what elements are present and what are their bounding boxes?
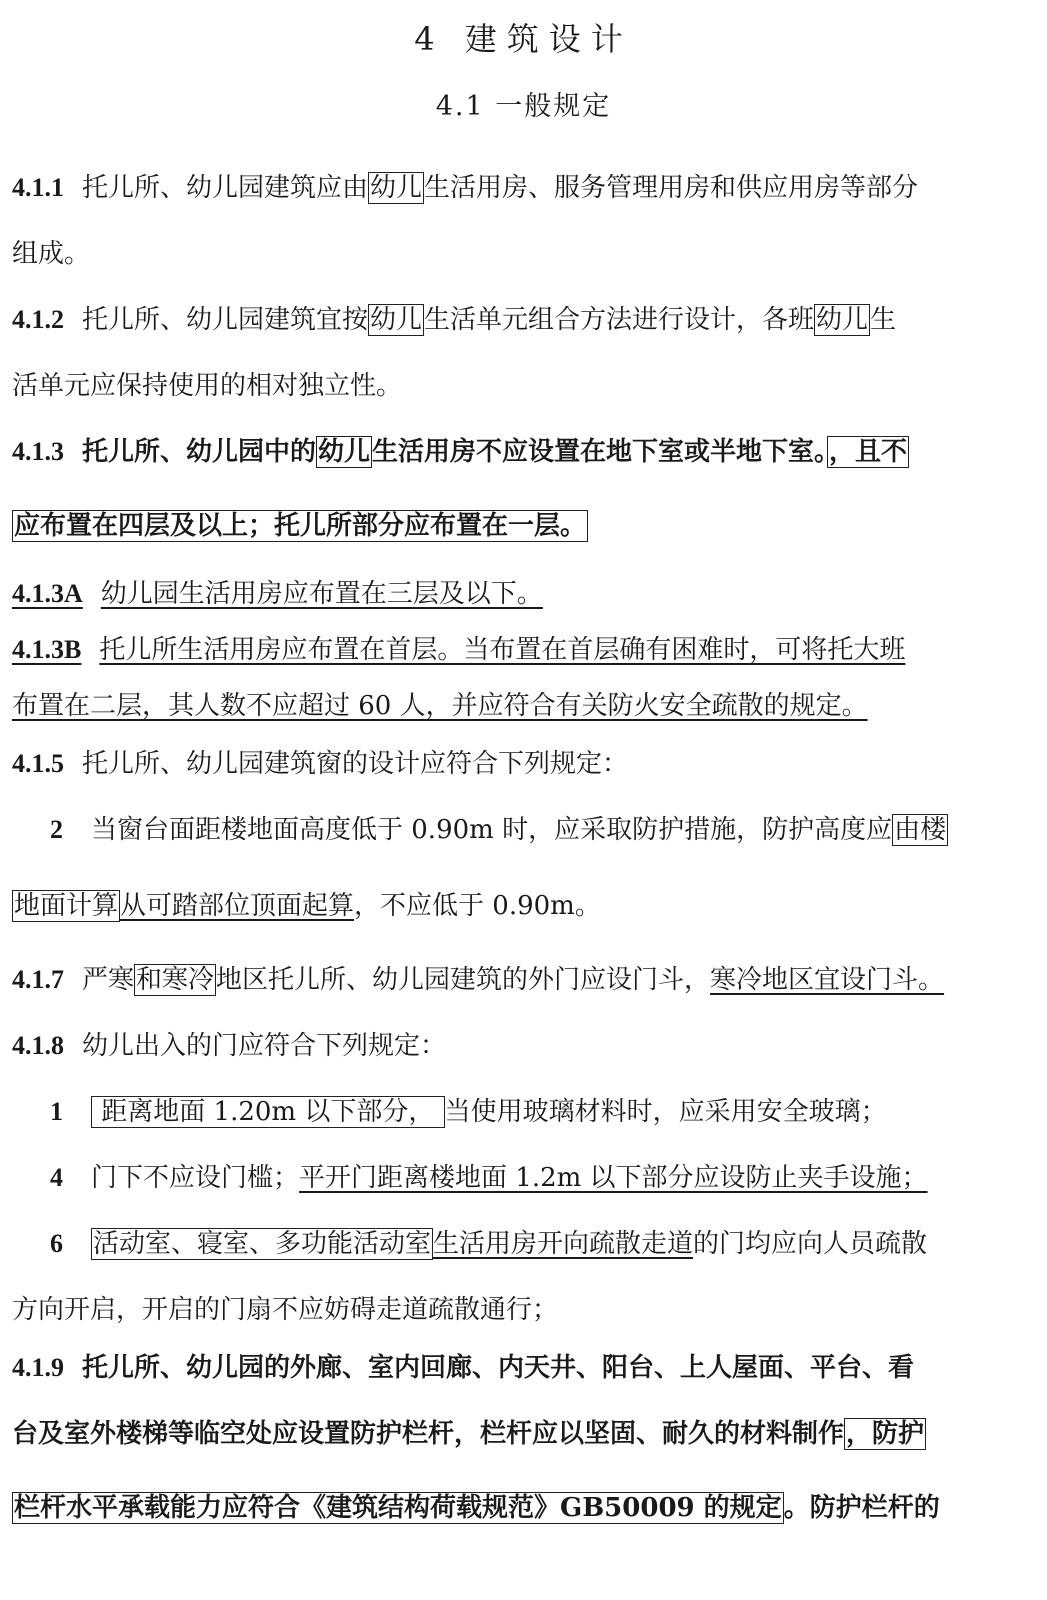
clause-4-1-5-item-2 (50, 810, 948, 850)
clause-4-1-8-item-4 (50, 1158, 928, 1198)
clause-4-1-3b-cont (12, 686, 868, 726)
clause-text: 布置在二层，其人数不应超过 60 人，并应符合有关防火安全疏散的规定。 (12, 691, 868, 721)
boxed-text: 应布置在四层及以上；托儿所部分应布置在一层。 (14, 511, 587, 541)
clause-text: 幼儿出入的门应符合下列规定： (82, 1031, 447, 1061)
clause-text: 生活用房、服务管理用房和供应用房等部分 (424, 173, 919, 203)
clause-4-1-8-item-6 (50, 1224, 927, 1264)
clause-text: 门下不应设门槛； (91, 1163, 300, 1193)
boxed-text: 地面计算 (14, 891, 119, 921)
clause-4-1-9 (12, 1348, 914, 1388)
clause-text: 严寒 (82, 965, 135, 995)
underlined-text: 平开门距离楼地面 1.2m 以下部分应设防止夹手设施； (299, 1163, 928, 1193)
clause-text: 方向开启，开启的门扇不应妨碍走道疏散通行； (12, 1295, 559, 1325)
clause-4-1-3-cont (12, 506, 588, 546)
clause-4-1-3a (12, 574, 543, 614)
clause-4-1-3b (12, 630, 905, 670)
clause-number: 4.1.3 (12, 437, 64, 466)
clause-4-1-8-item-6-cont (12, 1290, 558, 1330)
clause-text: 托儿所、幼儿园建筑窗的设计应符合下列规定： (82, 749, 629, 779)
boxed-text: 由楼 (894, 815, 947, 845)
underlined-text: 从可踏部位顶面起算 (120, 891, 355, 921)
clause-text: 生活单元组合方法进行设计，各班 (424, 305, 815, 335)
clause-4-1-8-item-1 (50, 1092, 887, 1132)
clause-4-1-7 (12, 960, 944, 1000)
underlined-text: 生活用房开向疏散走道 (433, 1229, 694, 1259)
item-number: 1 (50, 1097, 63, 1126)
clause-text: 当使用玻璃材料时，应采用安全玻璃； (444, 1097, 887, 1127)
clause-4-1-3 (12, 432, 909, 472)
clause-text: 幼儿园生活用房应布置在三层及以下。 (100, 579, 543, 609)
clause-4-1-9-cont-1 (12, 1414, 926, 1454)
clause-4-1-2 (12, 300, 896, 340)
clause-text: 托儿所生活用房应布置在首层。当布置在首层确有困难时，可将托大班 (99, 635, 906, 665)
clause-4-1-2-cont (12, 366, 402, 406)
boxed-text: ，且不 (829, 437, 908, 467)
clause-text: 的门均应向人员疏散 (693, 1229, 928, 1259)
boxed-text: 幼儿 (370, 173, 423, 203)
clause-text: 组成。 (12, 239, 91, 269)
clause-4-1-1-cont (12, 234, 90, 274)
chapter-title: 4 建筑设计 (414, 20, 633, 58)
boxed-text: 距离地面 1.20m 以下部分， (93, 1097, 443, 1127)
clause-number: 4.1.3A (12, 579, 83, 608)
boxed-text: 幼儿 (816, 305, 869, 335)
boxed-text: 幼儿 (370, 305, 423, 335)
boxed-text: 和寒冷 (136, 965, 215, 995)
clause-text: 活单元应保持使用的相对独立性。 (12, 371, 403, 401)
boxed-text: 幼儿 (318, 437, 371, 467)
clause-4-1-1 (12, 168, 918, 208)
clause-number: 4.1.9 (12, 1353, 64, 1382)
clause-number: 4.1.2 (12, 305, 64, 334)
section-title: 4.1 一般规定 (435, 91, 612, 122)
item-number: 2 (50, 815, 63, 844)
clause-number: 4.1.8 (12, 1031, 64, 1060)
clause-text: 当窗台面距楼地面高度低于 0.90m 时，应采取防护措施，防护高度应 (91, 815, 893, 845)
clause-4-1-8 (12, 1026, 446, 1066)
clause-number: 4.1.1 (12, 173, 64, 202)
item-number: 4 (50, 1163, 63, 1192)
underlined-text: 寒冷地区宜设门斗。 (710, 965, 945, 995)
clause-text: 托儿所、幼儿园的外廊、室内回廊、内天井、阳台、上人屋面、平台、看 (82, 1353, 915, 1383)
clause-number: 4.1.7 (12, 965, 64, 994)
clause-text: 台及室外楼梯等临空处应设置防护栏杆，栏杆应以坚固、耐久的材料制作 (12, 1419, 845, 1449)
clause-number: 4.1.5 (12, 749, 64, 778)
clause-4-1-9-cont-2 (12, 1488, 940, 1528)
clause-number: 4.1.3B (12, 635, 82, 664)
clause-4-1-5 (12, 744, 628, 784)
boxed-text: 活动室、寝室、多功能活动室 (93, 1229, 432, 1259)
clause-text: 托儿所、幼儿园中的 (82, 437, 317, 467)
clause-4-1-5-item-2-cont (12, 886, 601, 926)
boxed-text: ，防护 (846, 1419, 925, 1449)
clause-text: 生活用房不应设置在地下室或半地下室。 (372, 437, 828, 467)
clause-text: ，不应低于 0.90m。 (354, 891, 601, 921)
clause-text: 生 (870, 305, 897, 335)
clause-text: 托儿所、幼儿园建筑应由 (82, 173, 369, 203)
clause-text: 地区托儿所、幼儿园建筑的外门应设门斗， (216, 965, 711, 995)
clause-text: 。防护栏杆的 (783, 1493, 940, 1523)
clause-text: 托儿所、幼儿园建筑宜按 (82, 305, 369, 335)
item-number: 6 (50, 1229, 63, 1258)
boxed-text: 栏杆水平承载能力应符合《建筑结构荷载规范》GB50009 的规定 (14, 1493, 782, 1523)
